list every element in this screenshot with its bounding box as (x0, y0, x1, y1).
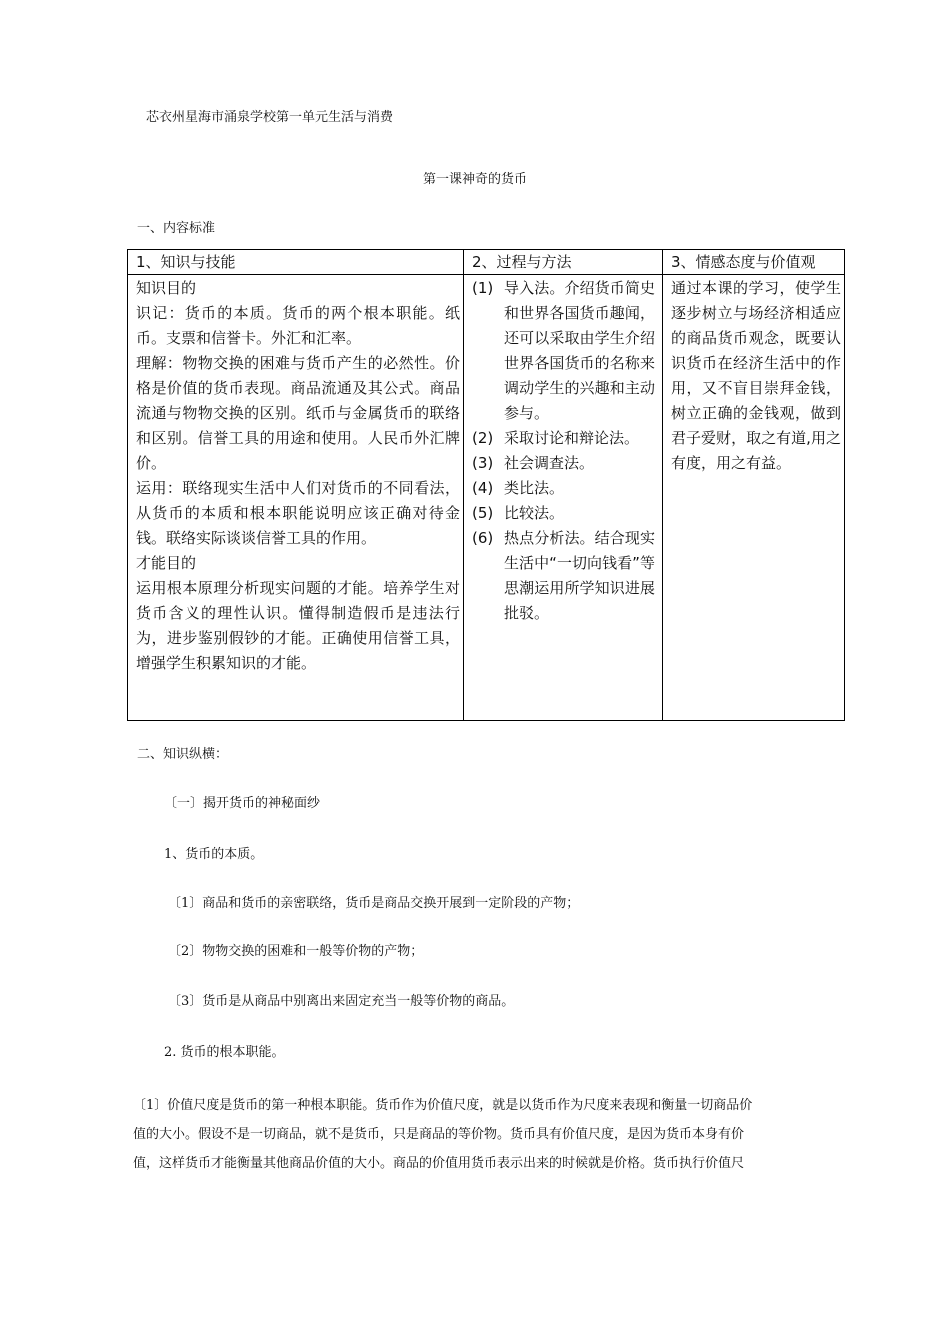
list-item (472, 426, 659, 451)
method-number: (6) (472, 529, 494, 547)
content-standards-table (127, 249, 845, 721)
apply-text: 运用：联络现实生活中人们对货币的不同看法，从货币的本质和根本职能说明应该正确对待金钱。联络实际谈谈信誉工具的作用。 (136, 479, 460, 547)
attitudes-values-text: 通过本课的学习，使学生逐步树立与场经济相适应的商品货币观念，既要认识货币在经济生活中的作用，又不盲目崇拜金钱，树立正确的金钱观，做到君子爱财，取之有道,用之有度，用之有益。 (671, 279, 841, 472)
table-header-row (128, 250, 845, 275)
point-heading-functions: 2. 货币的根本职能。 (164, 1045, 285, 1060)
header-attitudes-values: 3、情感态度与价值观 (663, 250, 845, 275)
method-number: (1) (472, 279, 494, 297)
method-text: 热点分析法。结合现实生活中“一切向钱看”等思潮运用所学知识进展批驳。 (504, 529, 655, 622)
section-heading-content-standards: 一、内容标准 (137, 221, 216, 236)
subsection-heading: 〔一〕揭开货币的神秘面纱 (164, 796, 321, 811)
list-item: 〔3〕货币是从商品中别离出来固定充当一般等价物的商品。 (168, 994, 515, 1009)
knowledge-skills-cell (128, 275, 464, 721)
table-body-row (128, 275, 845, 721)
knowledge-goal-label: 知识目的 (136, 279, 197, 297)
list-item (472, 451, 659, 476)
body-paragraph (133, 1091, 833, 1178)
understand-text: 理解：物物交换的困难与货币产生的必然性。价格是价值的货币表现。商品流通及其公式。商品流通与物物交换的区别。纸币与金属货币的联络和区别。信誉工具的用途和使用。人民币外汇牌价。 (136, 354, 460, 472)
lesson-title: 第一课神奇的货币 (422, 172, 527, 187)
ability-text: 运用根本原理分析现实问题的才能。培养学生对货币含义的理性认识。懂得制造假币是违法行为，进步鉴别假钞的才能。正确使用信誉工具，增强学生积累知识的才能。 (136, 579, 460, 672)
method-number: (2) (472, 429, 494, 447)
list-item (472, 501, 659, 526)
method-text: 导入法。介绍货币简史和世界各国货币趣闻，还可以采取由学生介绍世界各国货币的名称来调动学生的兴趣和主动参与。 (504, 279, 655, 422)
memorize-text: 识记：货币的本质。货币的两个根本职能。纸币。支票和信誉卡。外汇和汇率。 (136, 304, 460, 347)
process-methods-cell (464, 275, 663, 721)
method-number: (3) (472, 454, 494, 472)
paragraph-line: 值的大小。假设不是一切商品，就不是货币，只是商品的等价物。货币具有价值尺度，是因为货币本身有价 (133, 1127, 745, 1142)
paragraph-line: 值，这样货币才能衡量其他商品价值的大小。商品的价值用货币表示出来的时候就是价格。货币执行价值尺 (133, 1156, 745, 1171)
header-process-methods: 2、过程与方法 (464, 250, 663, 275)
point-heading-nature: 1、货币的本质。 (164, 847, 264, 862)
method-text: 比较法。 (504, 504, 565, 522)
method-text: 采取讨论和辩论法。 (504, 429, 640, 447)
attitudes-values-cell (663, 275, 845, 721)
method-text: 类比法。 (504, 479, 565, 497)
method-number: (4) (472, 479, 494, 497)
list-item: 〔2〕物物交换的困难和一般等价物的产物； (168, 944, 424, 959)
document-title: 芯衣州星海市涌泉学校第一单元生活与消费 (146, 110, 394, 125)
method-text: 社会调查法。 (504, 454, 595, 472)
paragraph-line: 〔1〕价值尺度是货币的第一种根本职能。货币作为价值尺度，就是以货币作为尺度来表现和衡量一切商品价 (133, 1098, 753, 1113)
list-item (472, 476, 659, 501)
list-item (472, 526, 659, 626)
list-item: 〔1〕商品和货币的亲密联络，货币是商品交换开展到一定阶段的产物； (168, 896, 580, 911)
ability-goal-label: 才能目的 (136, 554, 197, 572)
list-item (472, 276, 659, 426)
section-heading-knowledge: 二、知识纵横： (137, 747, 229, 762)
header-knowledge-skills: 1、知识与技能 (128, 250, 464, 275)
method-number: (5) (472, 504, 494, 522)
